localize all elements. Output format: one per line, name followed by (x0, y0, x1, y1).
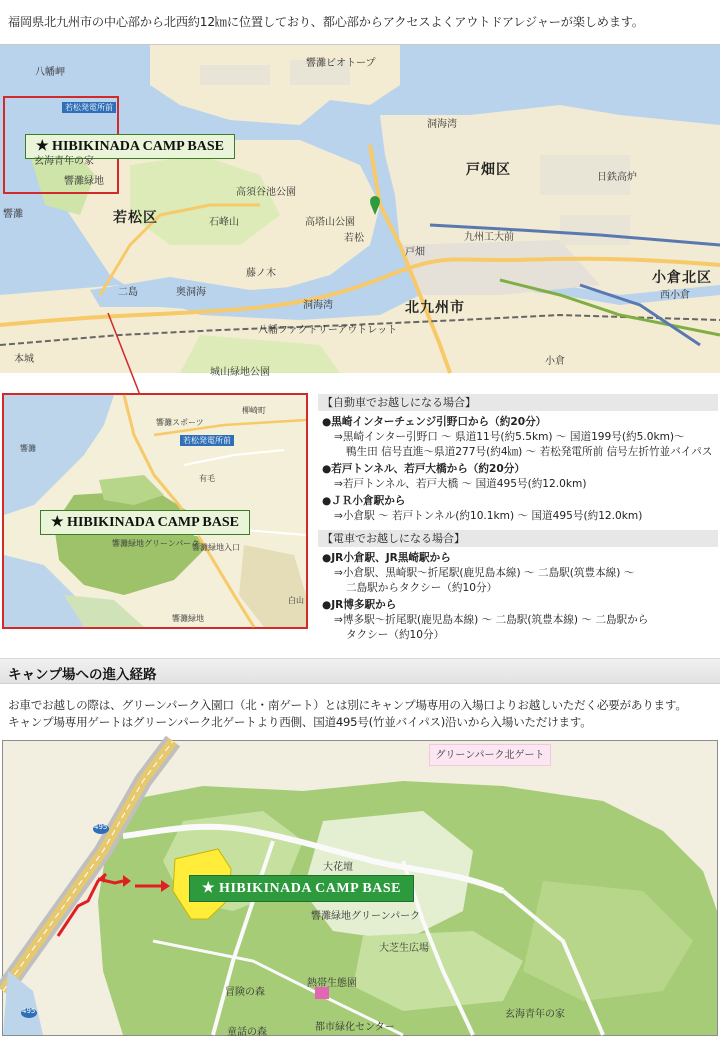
map3-label-doyamori: 童話の森 (227, 1027, 267, 1038)
map3-label-green-park: 響灘緑地グリーンパーク (311, 911, 421, 922)
description-line: お車でお越しの際は、グリーンパーク入園口（北・南ゲート）とは別にキャンプ場専用の入場口よりお越しいただく必要があります。 (8, 698, 687, 712)
train-route-kokura-kurosaki (318, 551, 718, 596)
map-label-genkai: 玄海青年の家 (34, 156, 94, 167)
map3-label-bokenmori: 冒険の森 (225, 987, 265, 998)
park-entry-map[interactable] (2, 740, 718, 1036)
map2-label-yanagi: 柳崎町 (242, 406, 266, 415)
car-route-kurosaki (318, 415, 718, 460)
route-title: ●黒崎インターチェンジ引野口から（約20分） (322, 416, 547, 428)
map2-label-hibiki-ryokuchi: 響灘緑地 (172, 614, 204, 623)
map3-label-genkai-house: 玄海青年の家 (505, 1009, 565, 1020)
section-header (0, 658, 720, 684)
route-title: ●ＪＲ小倉駅から (322, 495, 406, 507)
map-label-kokura-kita-ward: 小倉北区 (652, 270, 712, 286)
camp-base-label: ★ HIBIKINADA CAMP BASE (25, 134, 235, 159)
route-title: ●若戸トンネル、若戸大橋から（約20分） (322, 463, 525, 475)
map-label-nishikokura: 西小倉 (660, 290, 690, 301)
map-label-tobata-station: 戸畑 (405, 247, 425, 258)
section-title: キャンプ場への進入経路 (8, 667, 157, 683)
map-label-hibiki-port: 響灘 (3, 209, 23, 220)
map2-label-hibiki-kaiyo: 響灘 (20, 444, 36, 453)
car-route-wakato (318, 462, 718, 492)
map-label-jonoyama-park: 高塔山公園 (305, 217, 355, 228)
map-label-takasu: 高須谷池公園 (236, 187, 296, 198)
map3-label-nettai: 熱帯生態園 (307, 978, 357, 989)
map-label-fujinoki: 藤ノ木 (246, 268, 276, 279)
route-line: タクシー（約10分） (346, 629, 445, 641)
route-line: 鴨生田 信号直進～県道277号(約4㎞) ～ 若松発電所前 信号左折竹並バイパス (346, 446, 713, 458)
north-gate-label: グリーンパーク北ゲート (429, 744, 551, 766)
map2-label-shirayama: 白山 (288, 596, 304, 605)
route-title: ●JR小倉駅、JR黒崎駅から (322, 552, 451, 564)
intro-text: 福岡県北九州市の中心部から北西約12㎞に位置しており、都心部からアクセスよくアウトドアレジャーが楽しめます。 (8, 15, 644, 29)
map-label-hibikinada-ryokuchi: 響灘緑地 (64, 176, 104, 187)
map-label-power-station: 若松発電所前 (62, 102, 116, 113)
map2-label-arao: 有毛 (199, 474, 215, 483)
map-label-honjo: 本城 (14, 354, 34, 365)
map-label-ishimine: 石峰山 (209, 217, 239, 228)
camp-base-label-detail: ★ HIBIKINADA CAMP BASE (40, 510, 250, 535)
car-route-kokura (318, 494, 718, 524)
route-line: ⇒小倉駅、黒崎駅～折尾駅(鹿児島本線) ～ 二島駅(筑豊本線) ～ (334, 567, 635, 579)
route-line: 二島駅からタクシー（約10分） (346, 582, 498, 594)
car-access-header: 【自動車でお越しになる場合】 (318, 394, 718, 411)
map-label-hachiman: 八幡岬 (35, 67, 65, 78)
route-line: ⇒小倉駅 ～ 若戸トンネル(約10.1km) ～ 国道495号(約12.0km) (334, 510, 643, 522)
map-label-hachiman-factory: 八幡ファクトリーアウトレット (258, 325, 398, 336)
map-label-tobata-ward: 戸畑区 (466, 162, 511, 178)
map3-label-shibafu: 大芝生広場 (379, 943, 429, 954)
map2-label-sports: 響灘スポーツ (156, 418, 204, 427)
map-label-kaido-bay: 洞海湾 (303, 300, 333, 311)
regional-map[interactable] (0, 44, 720, 378)
map-label-ninoshima: 二島 (118, 287, 138, 298)
map-label-kyukodai: 九州工大前 (464, 232, 514, 243)
map-label-kitakyushu-city: 北九州市 (405, 300, 465, 316)
detail-map[interactable] (2, 393, 308, 629)
description-line: キャンプ場専用ゲートはグリーンパーク北ゲートより西側、国道495号(竹並バイパス)沿いから入場いただけます。 (8, 715, 592, 729)
entry-description (8, 697, 718, 731)
map-label-hibiki-biotope: 響灘ビオトープ (306, 58, 376, 69)
train-access-header: 【電車でお越しになる場合】 (318, 530, 718, 547)
map3-route-495a: 495 (94, 823, 108, 831)
camp-base-label-entry-map: ★ HIBIKINADA CAMP BASE (189, 875, 414, 902)
map-label-okudokai: 奥洞海 (176, 287, 206, 298)
map2-label-green-park: 響灘緑地グリーンパーク (112, 539, 200, 548)
route-title: ●JR博多駅から (322, 599, 397, 611)
map3-label-daikaen: 大花壇 (323, 862, 353, 873)
map-label-wakamatsu-station: 若松 (344, 233, 364, 244)
route-line: ⇒博多駅～折尾駅(鹿児島本線) ～ 二島駅(筑豊本線) ～ 二島駅から (334, 614, 649, 626)
map2-label-entrance: 響灘緑地入口 (192, 543, 240, 552)
route-line: ⇒若戸トンネル、若戸大橋 ～ 国道495号(約12.0km) (334, 478, 587, 490)
map3-route-495b: 495 (22, 1007, 36, 1015)
map2-label-power: 若松発電所前 (180, 435, 234, 446)
map-label-kaido-seki: 洞海湾 (427, 119, 457, 130)
map-label-jonoyama: 城山緑地公園 (210, 367, 270, 378)
access-info (318, 394, 718, 645)
map-label-nikko: 日鉄高炉 (597, 172, 637, 183)
map-label-kokura-station: 小倉 (545, 356, 565, 367)
map-label-wakamatsu-ward: 若松区 (113, 210, 158, 226)
train-route-hakata (318, 598, 718, 643)
route-line: ⇒黒崎インター引野口 ～ 県道11号(約5.5km) ～ 国道199号(約5.0km)～ (334, 431, 685, 443)
map3-label-ryokka-center: 都市緑化センター (315, 1022, 395, 1033)
